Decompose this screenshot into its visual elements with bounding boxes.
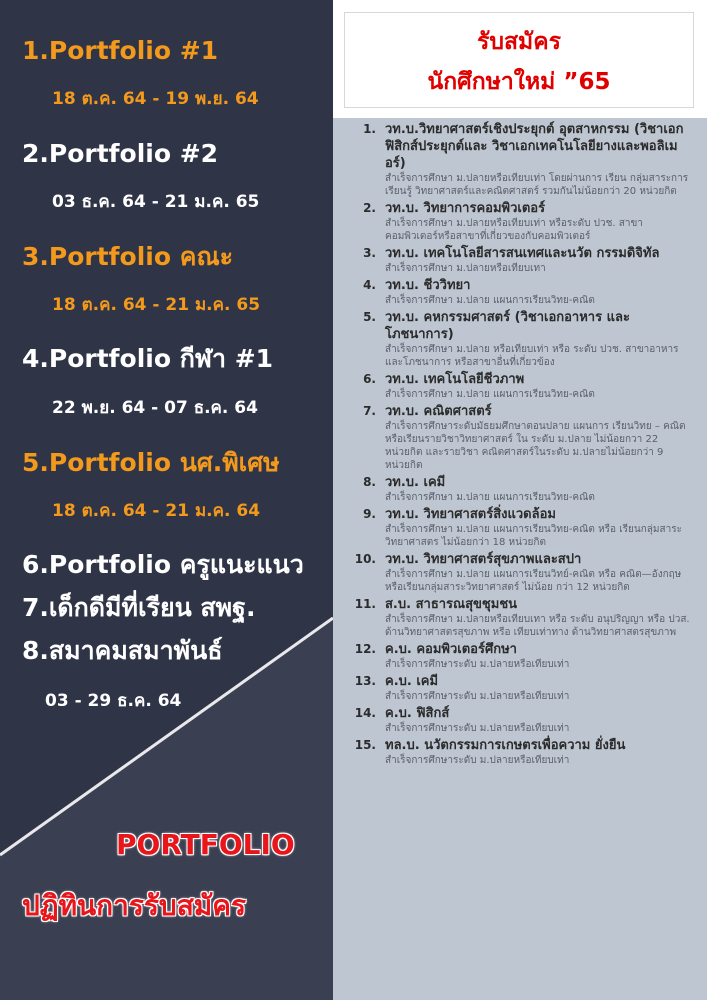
program-name: วท.บ. คหกรรมศาสตร์ (วิชาเอกอาหาร และโภชนาการ) [385,310,630,342]
round-date-8: 03 - 29 ธ.ค. 64 [45,691,182,711]
program-name: ค.บ. ฟิสิกส์ [385,706,450,721]
round-label-8: 8.สมาคมสมาพันธ์ [22,636,223,665]
program-item [348,596,694,639]
round-date-1: 18 ต.ค. 64 - 19 พ.ย. 64 [52,89,259,109]
program-item [348,121,694,198]
program-name: วท.บ.วิทยาศาสตร์เชิงประยุกต์ อุตสาหกรรม (วิชาเอกฟิสิกส์ประยุกต์และ วิชาเอกเทคโนโลยียางและพอลิเมอร์) [385,122,684,171]
program-requirement: สำเร็จการศึกษา ม.ปลาย แผนการเรียนวิทย-คณิต [385,492,595,503]
program-requirement: สำเร็จการศึกษา ม.ปลาย แผนการเรียนวิทย์-คณิต หรือ คณิต—อังกฤษ หรือเรียนกลุ่มสาระวิทยาศาสตร์ ไม่น้อย กว่า 12 หน่วยกิต [385,569,682,593]
round-label-7: 7.เด็กดีมีที่เรียน สพฐ. [22,593,256,622]
round-date-4: 22 พ.ย. 64 - 07 ธ.ค. 64 [52,398,258,418]
program-requirement: สำเร็จการศึกษาระดับ ม.ปลายหรือเทียบเท่า [385,691,570,702]
round-label-6: 6.Portfolio ครูแนะแนว [22,550,304,579]
program-number: 9. [363,507,376,521]
program-number: 1. [363,122,376,136]
program-number: 5. [363,310,376,324]
program-name: วท.บ. เทคโนโลยีสารสนเทศและนวัต กรรมดิจิทัล [385,246,660,261]
program-number: 14. [354,706,376,720]
program-name: วท.บ. คณิตศาสตร์ [385,404,492,419]
title-line-2: นักศึกษาใหม่ ”65 [427,69,611,95]
round-date-2: 03 ธ.ค. 64 - 21 ม.ค. 65 [52,192,260,212]
program-name: ส.บ. สาธารณสุขชุมชน [385,597,518,612]
program-number: 4. [363,278,376,292]
program-item [348,245,694,275]
program-number: 10. [354,552,376,566]
program-requirement: สำเร็จการศึกษาระดับ ม.ปลายหรือเทียบเท่า [385,755,570,766]
program-requirement: สำเร็จการศึกษา ม.ปลายหรือเทียบเท่า โดยผ่านการ เรียน กลุ่มสาระการเรียนรู้ วิทยาศาสตร์และคณิตศาสตร์ รวมกันไม่น้อยกว่า 20 หน่วยกิต [385,173,689,197]
program-item [348,371,694,401]
program-requirement: สำเร็จการศึกษา ม.ปลายหรือเทียบเทา [385,263,546,274]
program-item [348,506,694,549]
program-name: ทล.บ. นวัตกรรมการเกษตรเพื่อความ ยั่งยืน [385,738,626,753]
program-number: 12. [354,642,376,656]
program-name: วท.บ. เทคโนโลยีชีวภาพ [385,372,525,387]
round-date-5: 18 ต.ค. 64 - 21 ม.ค. 64 [52,501,261,521]
program-item [348,705,694,735]
round-label-1: 1.Portfolio #1 [22,36,219,65]
round-label-5: 5.Portfolio นศ.พิเศษ [22,448,280,477]
program-name: ค.บ. เคมี [385,674,439,689]
program-item [348,474,694,504]
program-name: ค.บ. คอมพิวเตอร์ศึกษา [385,642,517,657]
program-requirement: สำเร็จการศึกษาระดับ ม.ปลายหรือเทียบเท่า [385,659,570,670]
program-number: 8. [363,475,376,489]
footer-title-calendar: ปฏิทินการรับสมัคร [22,889,247,922]
program-number: 11. [354,597,376,611]
program-requirement: สำเร็จการศึกษา ม.ปลายหรือเทียบเทา หรือ ระดับ อนุปริญญา หรือ ปวส. ด้านวิทยาศาสตรสุขภาพ หรือ เทียบเท่าทาง ด้านวิทยาศาสตรสุขภาพ [385,614,690,638]
program-item [348,277,694,307]
program-requirement: สำเร็จการศึกษาระดับ ม.ปลายหรือเทียบเท่า [385,723,570,734]
program-requirement: สำเร็จการศึกษา ม.ปลาย แผนการเรียนวิทย-คณิต [385,295,595,306]
program-requirement: สำเร็จการศึกษา ม.ปลาย หรือเทียบเท่า หรือ ระดับ ปวช. สาขาอาหารและโภชนาการ หรือสาขาอื่นที่เกี่ยวข้อง [385,344,679,368]
program-item [348,403,694,472]
program-number: 15. [354,738,376,752]
program-number: 2. [363,201,376,215]
program-number: 3. [363,246,376,260]
title-line-1: รับสมัคร [477,29,561,55]
program-requirement: สำเร็จการศึกษาระดับมัธยมศึกษาตอนปลาย แผนการ เรียนวิทย – คณิต หรือเรียนรายวิชาวิทยาศาสตร์ ใน ระดับ ม.ปลาย ไม่น้อยกวา 22 หน่วยกิต และรายวิชา คณิตศาสตร์ในระดับ ม.ปลายไม่น้อยกว่า 9 หน่วยกิต [385,421,686,471]
footer-title-portfolio: PORTFOLIO [116,828,295,861]
title-box [344,12,694,108]
program-requirement: สำเร็จการศึกษา ม.ปลาย แผนการเรียนวิทย-คณิต หรือ เรียนกลุ่มสาระวิทยาศาสตร ไม่น้อยกว่า 18 หน่วยกิต [385,524,682,548]
round-label-2: 2.Portfolio #2 [22,139,219,168]
program-name: วท.บ. เคมี [385,475,446,490]
program-name: วท.บ. วิทยาศาสตร์สิ่งแวดล้อม [385,507,556,522]
program-name: วท.บ. ชีววิทยา [385,278,471,293]
program-requirement: สำเร็จการศึกษา ม.ปลายหรือเทียบเท่า หรือระดับ ปวช. สาขาคอมพิวเตอร์หรือสาขาที่เกี่ยวของกับคอมพิวเตอร์ [385,218,643,242]
program-name: วท.บ. วิทยาศาสตร์สุขภาพและสปา [385,552,582,567]
round-label-4: 4.Portfolio กีฬา #1 [22,344,274,373]
program-name: วท.บ. วิทยาการคอมพิวเตอร์ [385,201,546,216]
program-list [348,121,694,769]
program-number: 7. [363,404,376,418]
program-item [348,309,694,369]
program-item [348,641,694,671]
program-item [348,200,694,243]
program-item [348,673,694,703]
round-date-3: 18 ต.ค. 64 - 21 ม.ค. 65 [52,295,261,315]
program-requirement: สำเร็จการศึกษา ม.ปลาย แผนการเรียนวิทย-คณิต [385,389,595,400]
round-label-3: 3.Portfolio คณะ [22,242,234,271]
program-number: 6. [363,372,376,386]
program-item [348,737,694,767]
program-number: 13. [354,674,376,688]
program-item [348,551,694,594]
